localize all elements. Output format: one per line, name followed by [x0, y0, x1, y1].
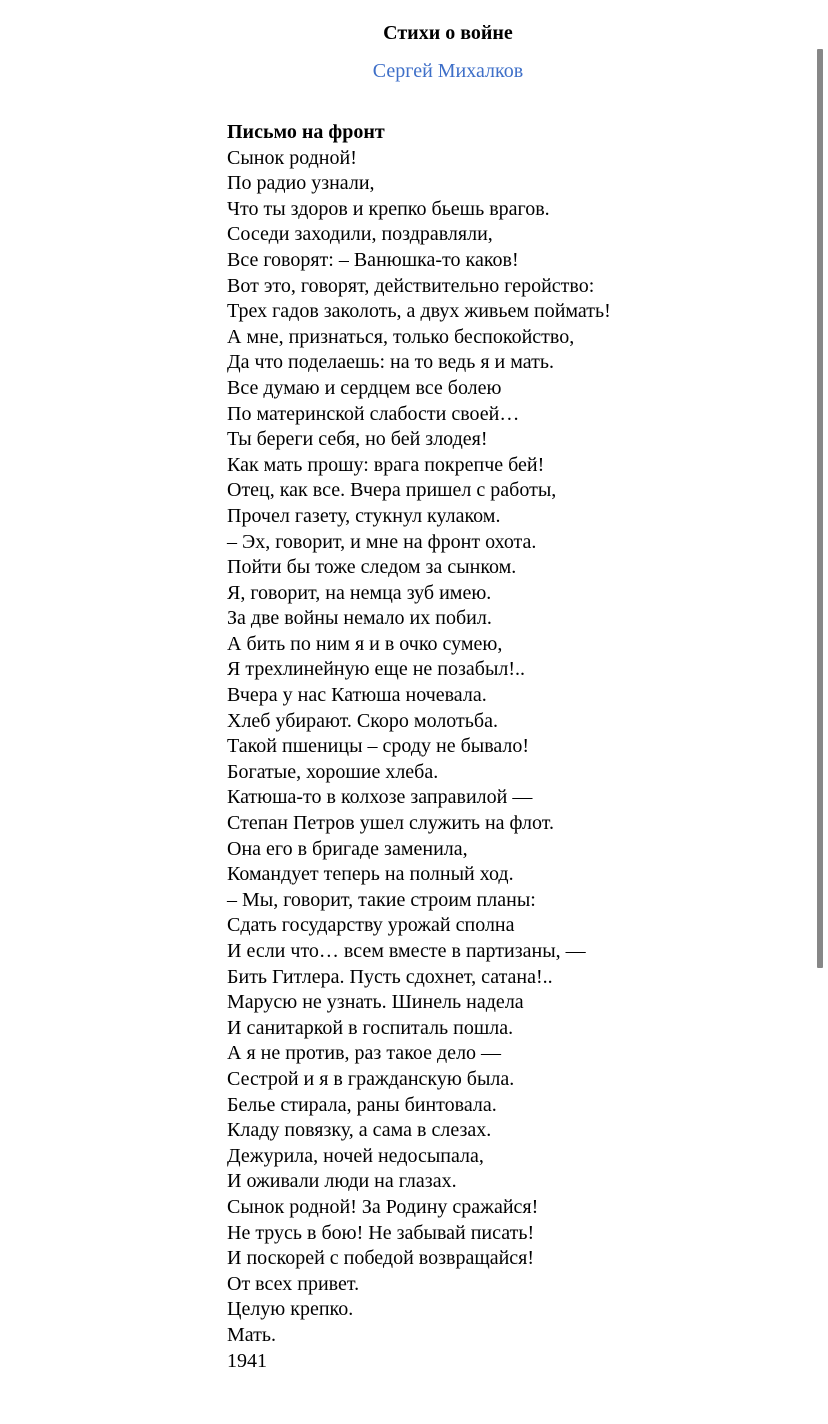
- poem-line: Целую крепко.: [227, 1298, 354, 1321]
- poem-line: Отец, как все. Вчера пришел с работы,: [227, 479, 557, 502]
- poem-line: А бить по ним я и в очко сумею,: [227, 632, 503, 655]
- poem-line: По материнской слабости своей…: [227, 402, 520, 425]
- poem-line: Я, говорит, на немца зуб имею.: [227, 581, 492, 604]
- poem-line: Дежурила, ночей недосыпала,: [227, 1144, 484, 1167]
- poem-line: Сестрой и я в гражданскую была.: [227, 1067, 515, 1090]
- poem-line: Хлеб убирают. Скоро молотьба.: [227, 709, 498, 732]
- poem-line: Бить Гитлера. Пусть сдохнет, сатана!..: [227, 965, 553, 988]
- poem-line: Она его в бригаде заменила,: [227, 837, 468, 860]
- poem-line: Я трехлинейную еще не позабыл!..: [227, 658, 526, 681]
- poem-line: Катюша-то в колхозе заправилой —: [227, 786, 533, 809]
- author-row: [227, 58, 669, 86]
- poem-line: А мне, признаться, только беспокойство,: [227, 325, 575, 348]
- poem-line: Степан Петров ушел служить на флот.: [227, 812, 554, 835]
- poem-line: Командует теперь на полный ход.: [227, 863, 514, 886]
- poem-lines: [227, 146, 669, 1375]
- poem-line: – Эх, говорит, и мне на фронт охота.: [227, 530, 537, 553]
- poem-body: [227, 120, 669, 1374]
- poem-line: Белье стирала, раны бинтовала.: [227, 1093, 497, 1116]
- poem-line: За две войны немало их побил.: [227, 607, 492, 630]
- poem-line: По радио узнали,: [227, 172, 375, 195]
- poem-line: Мать.: [227, 1323, 277, 1346]
- poem-line: Все думаю и сердцем все болею: [227, 376, 502, 399]
- author-link[interactable]: Сергей Михалков: [372, 60, 524, 82]
- poem-line: Трех гадов заколоть, а двух живьем поймать!: [227, 300, 611, 323]
- poem-line: И санитаркой в госпиталь пошла.: [227, 1016, 514, 1039]
- document-content: [227, 20, 669, 1374]
- poem-title: Письмо на фронт: [227, 121, 385, 143]
- poem-line: Сдать государству урожай сполна: [227, 914, 515, 937]
- poem-line: Пойти бы тоже следом за сынком.: [227, 556, 517, 579]
- poem-line: Ты береги себя, но бей злодея!: [227, 428, 488, 451]
- poem-line: И оживали люди на глазах.: [227, 1170, 457, 1193]
- poem-line: Да что поделаешь: на то ведь я и мать.: [227, 351, 554, 374]
- poem-line: Что ты здоров и крепко бьешь врагов.: [227, 197, 550, 220]
- poem-line: Сынок родной! За Родину сражайся!: [227, 1195, 539, 1218]
- poem-line: От всех привет.: [227, 1272, 360, 1295]
- vertical-scrollbar-thumb[interactable]: [817, 49, 823, 968]
- poem-line: 1941: [227, 1349, 267, 1372]
- poem-line: Соседи заходили, поздравляли,: [227, 223, 493, 246]
- poem-line: И поскорей с победой возвращайся!: [227, 1247, 535, 1270]
- poem-line: А я не против, раз такое дело —: [227, 1042, 502, 1065]
- poem-line: Марусю не узнать. Шинель надела: [227, 991, 524, 1014]
- poem-line: Все говорят: – Ванюшка-то каков!: [227, 248, 519, 271]
- poem-line: Не трусь в бою! Не забывай писать!: [227, 1221, 535, 1244]
- poem-line: Вчера у нас Катюша ночевала.: [227, 684, 487, 707]
- document-title: Стихи о войне: [383, 22, 513, 44]
- poem-line: Вот это, говорят, действительно геройство:: [227, 274, 595, 297]
- poem-line: – Мы, говорит, такие строим планы:: [227, 888, 536, 911]
- poem-line: Как мать прошу: врага покрепче бей!: [227, 453, 545, 476]
- poem-line: Кладу повязку, а сама в слезах.: [227, 1119, 492, 1142]
- poem-line: И если что… всем вместе в партизаны, —: [227, 940, 586, 962]
- poem-line: Прочел газету, стукнул кулаком.: [227, 504, 501, 527]
- poem-line: Сынок родной!: [227, 146, 357, 169]
- poem-line: Богатые, хорошие хлеба.: [227, 760, 439, 783]
- poem-line: Такой пшеницы – сроду не бывало!: [227, 735, 530, 758]
